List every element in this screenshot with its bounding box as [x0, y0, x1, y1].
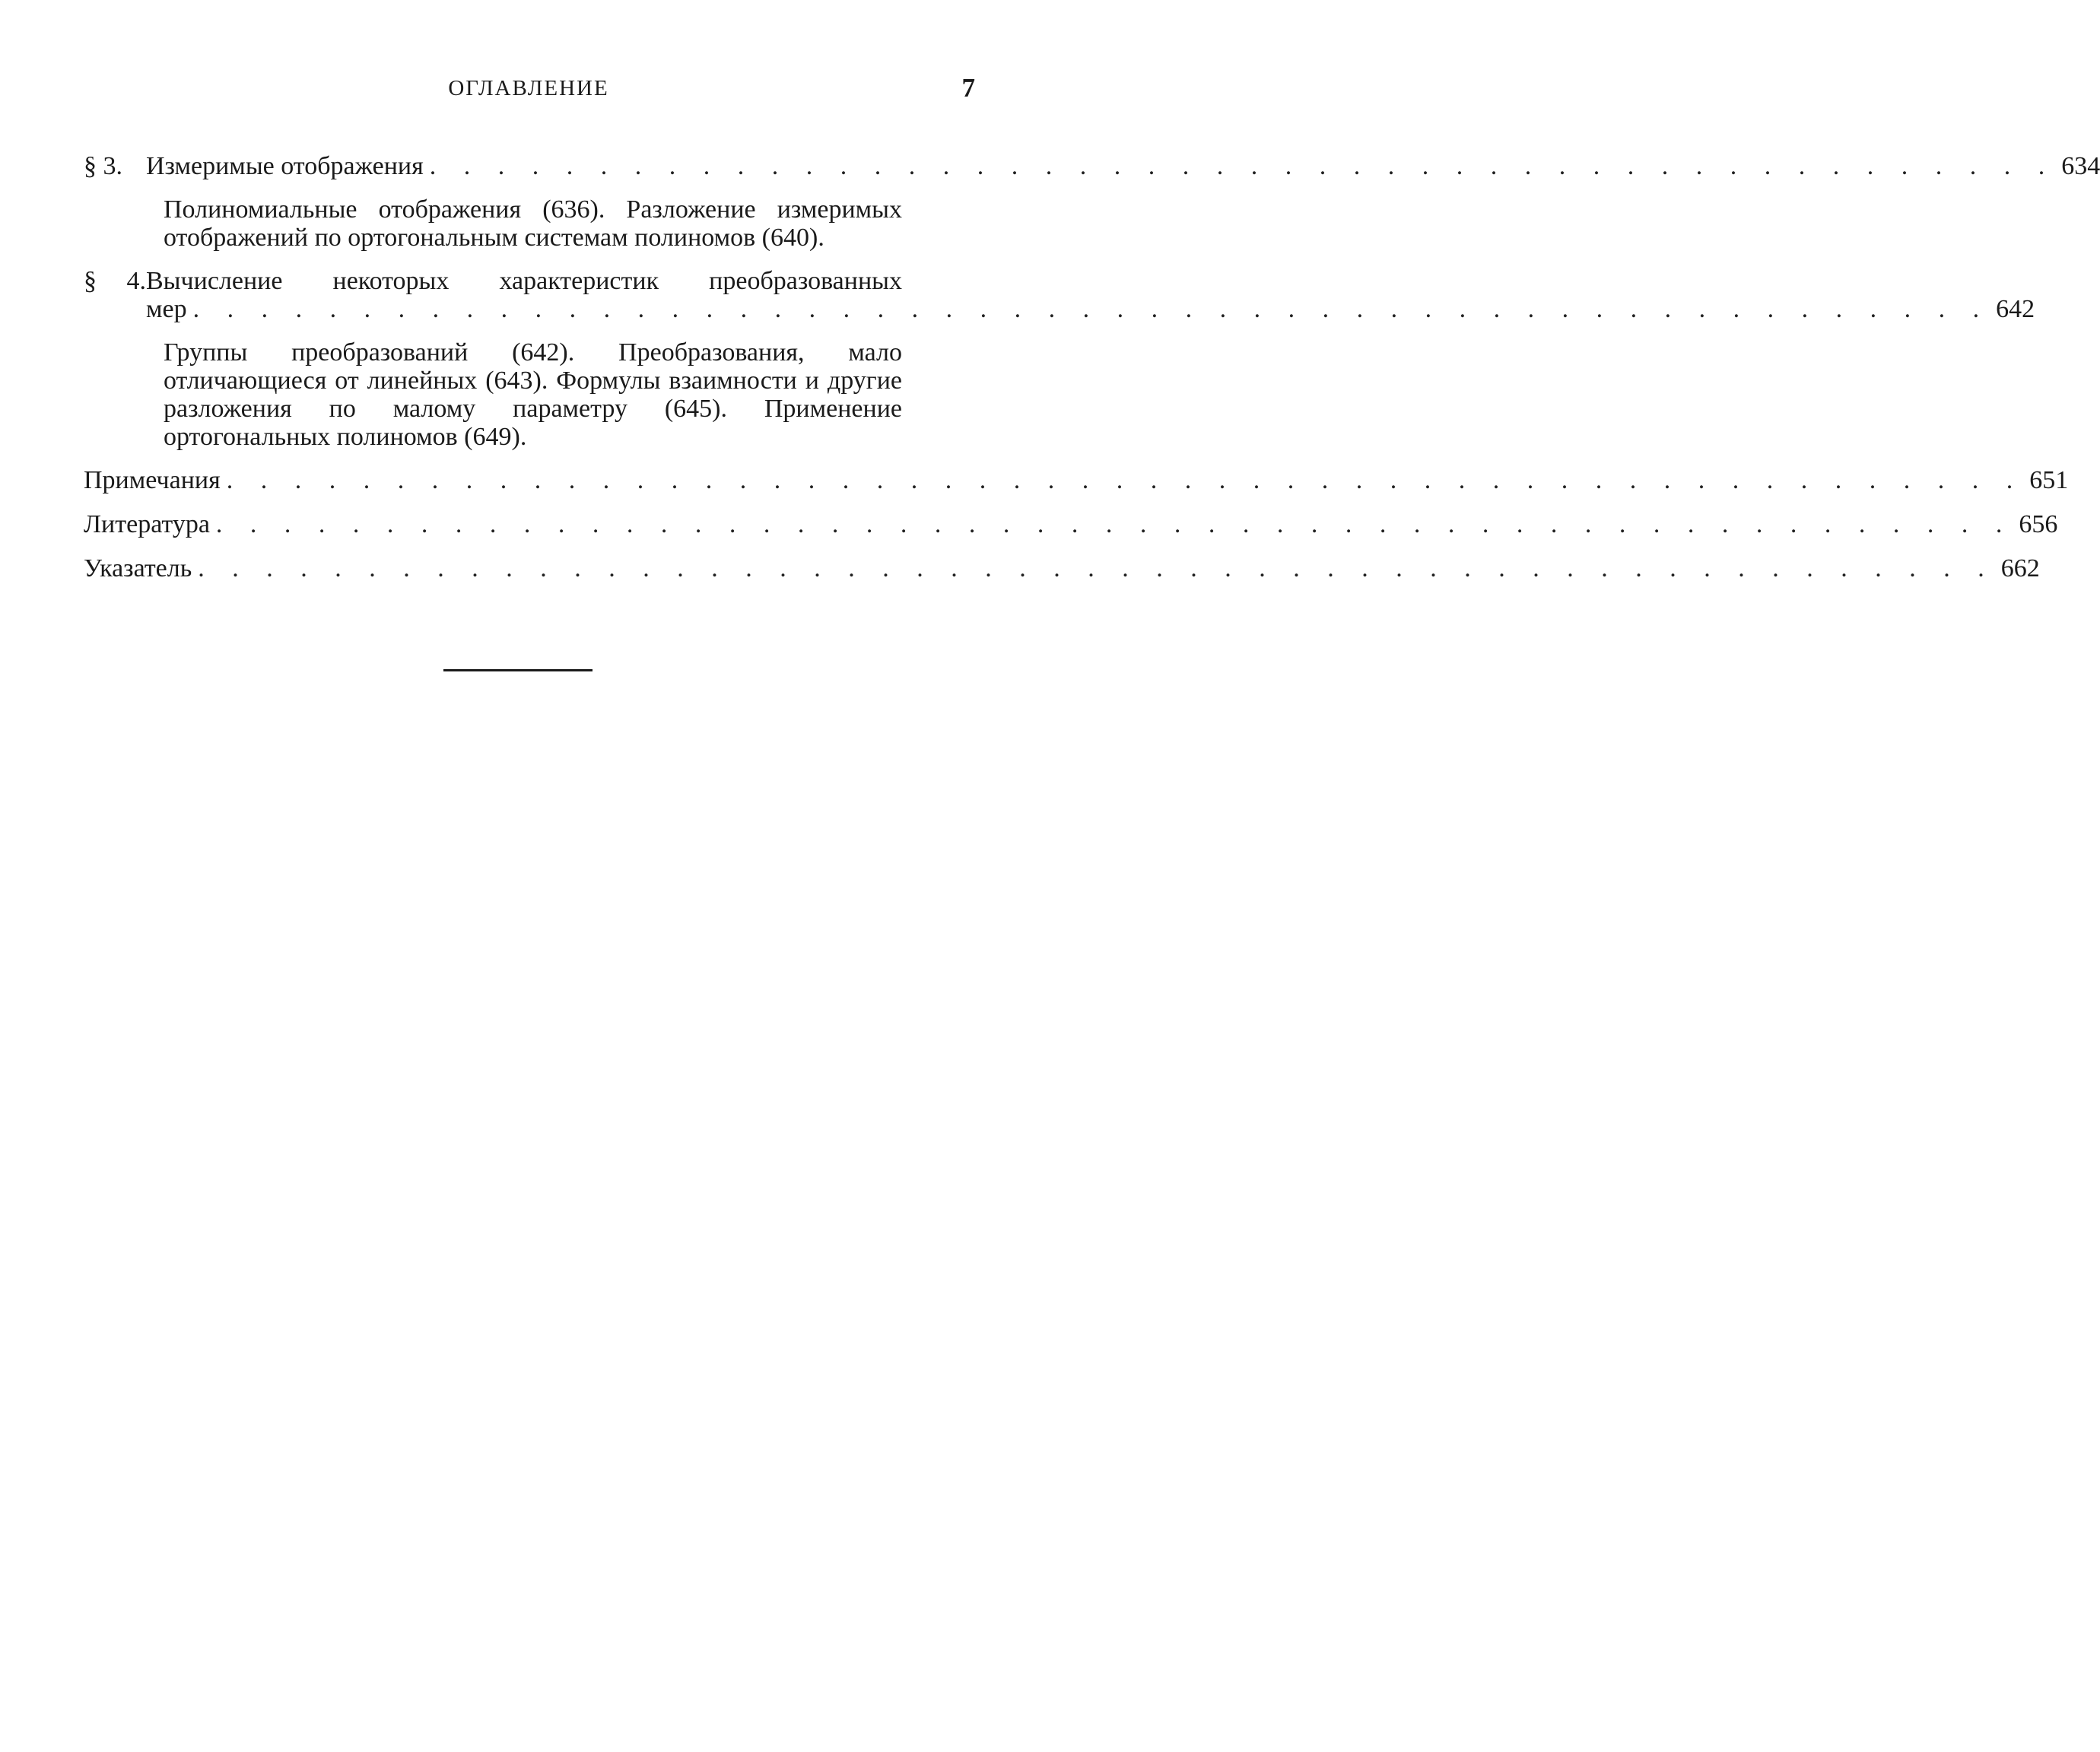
dot-leader: . . . . . . . . . . . . . . . . . . . . . . . . . . . . . . . . . . . . . . . . . . . . . . . . . . . . .: [198, 554, 1995, 582]
page-reference: 651: [2029, 466, 2069, 494]
toc-entry-notes: [84, 466, 2069, 494]
dot-leader: . . . . . . . . . . . . . . . . . . . . . . . . . . . . . . . . . . . . . . . . . . . . . . . .: [429, 152, 2056, 180]
section-3-description: Полиномиальные отображения (636). Разложение измеримых отображений по ортогональным системам полиномов (640).: [164, 195, 902, 252]
literature-title: Литература: [84, 510, 210, 538]
page-reference: 642: [1996, 295, 2035, 323]
section-title: Измеримые отображения: [146, 152, 424, 180]
dot-leader: . . . . . . . . . . . . . . . . . . . . . . . . . . . . . . . . . . . . . . . . . . . . . . . . . . . . .: [226, 466, 2024, 494]
table-of-contents: [84, 152, 2100, 582]
page-reference: 634: [2061, 152, 2100, 180]
dot-leader: . . . . . . . . . . . . . . . . . . . . . . . . . . . . . . . . . . . . . . . . . . . . . . . . . . . . .: [192, 295, 1990, 323]
dot-leader: . . . . . . . . . . . . . . . . . . . . . . . . . . . . . . . . . . . . . . . . . . . . . . . . . . . . .: [215, 510, 2013, 538]
page-reference: 662: [2000, 554, 2040, 582]
index-title: Указатель: [84, 554, 192, 582]
section-title-line-1: Вычисление некоторых характеристик преобразованных: [146, 267, 902, 295]
page-reference: 656: [2019, 510, 2058, 538]
toc-entry-section-4: [84, 267, 2035, 323]
end-rule-divider: [443, 669, 593, 671]
toc-entry-section-3: [84, 152, 2100, 180]
notes-title: Примечания: [84, 466, 221, 494]
page-number: 7: [961, 73, 975, 103]
section-number: § 4.: [84, 267, 146, 295]
running-head: [84, 75, 974, 105]
toc-entry-literature: [84, 510, 2058, 538]
toc-entry-index: [84, 554, 2040, 582]
section-number: § 3.: [84, 152, 122, 180]
running-title: ОГЛАВЛЕНИЕ: [448, 76, 609, 100]
section-4-description: Группы преобразований (642). Преобразования, мало отличающиеся от линейных (643). Формулы взаимности и другие разложения по малому параметру (645). Применение ортогональных полиномов (649).: [164, 338, 902, 451]
section-title-line-2: мер: [146, 295, 187, 323]
